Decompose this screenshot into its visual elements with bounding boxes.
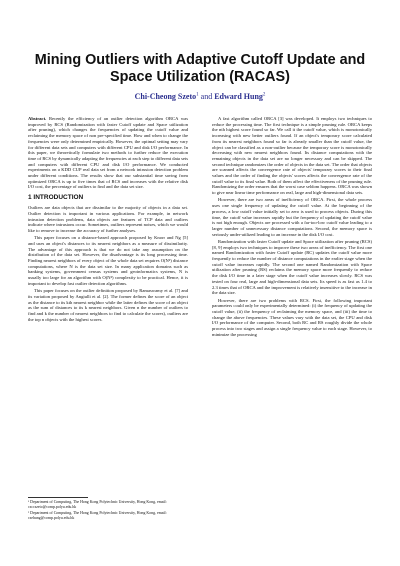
intro-paragraph: This paper focuses on a distance-based approach proposed by Knorr and Ng [5] and uses an object's distances to its nearest neighbors as a measure of dissimilarity. The advantage of this approach is that we do not take any assumption on the distribution of the data set. However, the disadvantage is its long processing time. Finding nearest neighbors of every object of the whole data set requires O(N²) distance computations, where N is the data set size. In many application domains such as banking systems, government census systems and geoinformatics systems, N is usually too large for an algorithm with O(N²) complexity to be practical. Hence, it is important to develop fast outlier detection algorithms.: [28, 235, 188, 286]
paper-title: Mining Outliers with Adaptive Cutoff Update and Space Utilization (RACAS): [34, 52, 366, 85]
author-1: Chi-Cheong Szeto: [134, 92, 197, 101]
abstract: [28, 116, 188, 190]
author-2: Edward Hung: [214, 92, 263, 101]
author-1-footnote-mark: 1: [196, 92, 199, 98]
author-2-footnote-mark: 2: [262, 92, 266, 98]
abstract-text: Recently the efficiency of an outlier detection algorithm ORCA was improved by RCS (Randomization with faster Cutoff update and Space utilization after pruning), which changes the frequencies of updating the cutoff value and reclaiming the memory space of non pre-specified time. How and when to change the frequencies were only determined empirically. However, the optimal setting may vary for different data sets and computers with different CPU and disk I/O performance. In this paper, we theoretically formulate two methods to further reduce the execution time of RCS by dynamically adapting the frequencies at each step to different data sets and computers with different CPU and disk I/O performance. We conducted experiments on a KDD CUP real data set from a network intrusion detection problem under different conditions. The results show that our substantial time saving from optimized ORCA is up to five times that of RCS and increases with the relative disk I/O cost, the percentage of outliers to find and the data set size.: [28, 116, 188, 190]
author-conjunction: and: [200, 92, 213, 101]
right-column: [212, 116, 372, 339]
footnote-rule: [28, 497, 88, 498]
body-paragraph: However, there are two areas of inefficiency of ORCA. First, the whole process uses one single frequency of updating the cutoff value. At the beginning of the process, a low cutoff value initially set to zero is used to process objects. During this time, the cutoff value increases rapidly but the frequency of updating the cutoff value is not high enough. Objects are processed with a far-too-low cutoff value leading to a larger number of unnecessary distance computations. Second, the memory space is seriously under-utilized leading to an increase in the disk I/O cost.: [212, 197, 372, 237]
author-line: [20, 92, 380, 101]
intro-paragraph: Outliers are data objects that are dissimilar to the majority of objects in a data set. Outlier detection is important in various applications. For example, in network intrusion detection problems, data objects are features of TCP data and outliers indicate where intrusions occur. Sometimes, outliers represent noises, which we would like to remove to increase the accuracy of further analyses.: [28, 205, 188, 233]
intro-paragraph: This paper focuses on the outlier definition proposed by Ramaswamy et al. [7] and its variation proposed by Angiulli et al. [2]. The former defines the score of an object as the distance to its kth nearest neighbor while the latter defines the score of an object as the sum of distances to its k nearest neighbors. Given n the number of outliers to find and k the number of nearest neighbors to find to calculate the scores), outliers are the top n objects with the highest scores.: [28, 288, 188, 322]
body-paragraph: A fast algorithm called ORCA [3] was developed. It employs two techniques to reduce the processing time. The first technique is a simple pruning rule. ORCA keeps the nth highest score found so far. We call it the cutoff value, which is monotonically increasing with new better outliers found. If an object's temporary score calculated from its nearest neighbors found so far is already smaller than the cutoff value, the object can be classified as a non-outlier because the temporary score is monotonically decreasing with new nearest neighbors found. Its distance computations with the remaining objects in the data set are no longer necessary and can be skipped. The second technique randomizes the order of objects in the data set. The order that objects are scanned affects the convergence rate of objects' temporary scores to their final values and the order of finding the objects' scores affects the convergence rate of the cutoff value to its final value. Both of them affect the effectiveness of the pruning rule. Randomizing the order ensures that the worst case seldom happens. ORCA was shown to give near linear time performance on real, large and high-dimensional data sets.: [212, 116, 372, 196]
section-heading-introduction: 1 INTRODUCTION: [28, 194, 84, 202]
body-paragraph: Randomization with faster Cutoff update and Space utilization after pruning (RCS) [8, 9] employs two techniques to improve these two areas of inefficiency. The first one named Randomization with faster Cutoff update (RC) updates the cutoff value more frequently to reduce the number of distance computations in the earlier stage when the cutoff value increases rapidly. The second one named Randomization with Space utilization after pruning (RS) reclaims the memory space more frequently to reduce the disk I/O time in a later stage when the cutoff value increases slowly. RCS was tested on four real, large and high-dimensional data sets. Its speed is as fast as 1.4 to 2.3 times that of ORCA and the improvement is relatively insensitive to the increase in the data size.: [212, 238, 372, 296]
body-paragraph: However, there are two problems with RCS. First, the following important parameters could only be experimentally determined: (i) the frequency of updating the cutoff value, (ii) the frequency of reclaiming the memory space, and (iii) the time to change the above frequencies. These values vary with the data set, the CPU and disk I/O performance of the computer. Second, both RC and RS roughly divide the whole process into two stages and assign a single frequency value to each stage. However, to minimize the processing: [212, 297, 372, 337]
footnote: ¹ Department of Computing, The Hong Kong Polytechnic University, Hong Kong, email: csccszeto@comp.polyu.edu.hk: [28, 500, 167, 509]
footnotes: [28, 500, 188, 521]
left-column: [28, 116, 188, 324]
footnote: ² Department of Computing, The Hong Kong Polytechnic University, Hong Kong, email: csehung@comp.polyu.edu.hk: [28, 510, 167, 520]
abstract-label: Abstract.: [28, 116, 47, 121]
